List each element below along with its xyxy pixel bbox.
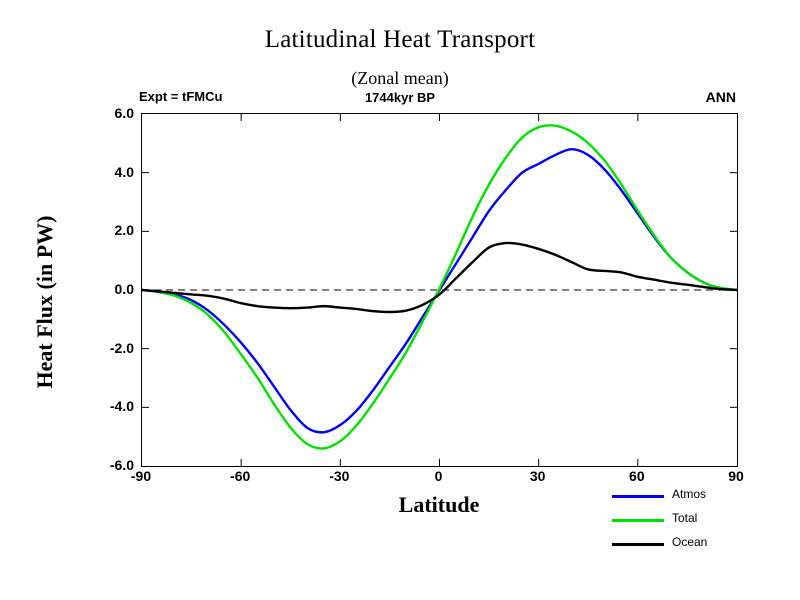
legend-label: Atmos	[672, 487, 707, 501]
legend-swatch-icon	[612, 495, 664, 498]
legend-label: Ocean	[672, 535, 708, 549]
period-label: 1744kyr BP	[364, 90, 436, 105]
experiment-label: Expt = tFMCu	[139, 89, 223, 104]
plot-svg	[142, 114, 737, 466]
x-tick-label: 0	[434, 468, 443, 484]
legend-item	[612, 532, 772, 556]
legend-swatch-icon	[612, 543, 664, 546]
x-tick-label: 30	[529, 468, 546, 484]
y-axis-ticks	[88, 105, 134, 473]
legend-item	[612, 508, 772, 532]
legend	[612, 484, 772, 556]
x-tick-label: -90	[130, 468, 152, 484]
y-axis-label: Heat Flux (in PW)	[32, 215, 57, 389]
plot-area	[141, 113, 738, 467]
page-subtitle: (Zonal mean)	[351, 68, 449, 88]
x-tick-label: -30	[329, 468, 350, 484]
y-tick-label: 0.0	[114, 281, 134, 297]
x-tick-label: 90	[728, 468, 744, 484]
y-tick-label: -6.0	[109, 457, 134, 473]
legend-label: Total	[672, 511, 698, 525]
x-tick-label: -60	[230, 468, 251, 484]
page-title: Latitudinal Heat Transport	[264, 26, 536, 53]
y-tick-label: 6.0	[114, 105, 134, 121]
season-label: ANN	[705, 89, 736, 105]
y-tick-label: 4.0	[114, 163, 134, 180]
series-line-total	[142, 125, 737, 448]
series-line-ocean	[142, 243, 737, 312]
y-tick-label: -4.0	[109, 398, 134, 415]
legend-swatch-icon	[612, 519, 664, 522]
x-axis-label: Latitude	[398, 492, 480, 517]
y-tick-label: -2.0	[109, 339, 134, 356]
x-tick-label: 60	[629, 468, 645, 484]
legend-item	[612, 484, 772, 508]
y-tick-label: 2.0	[114, 222, 134, 239]
